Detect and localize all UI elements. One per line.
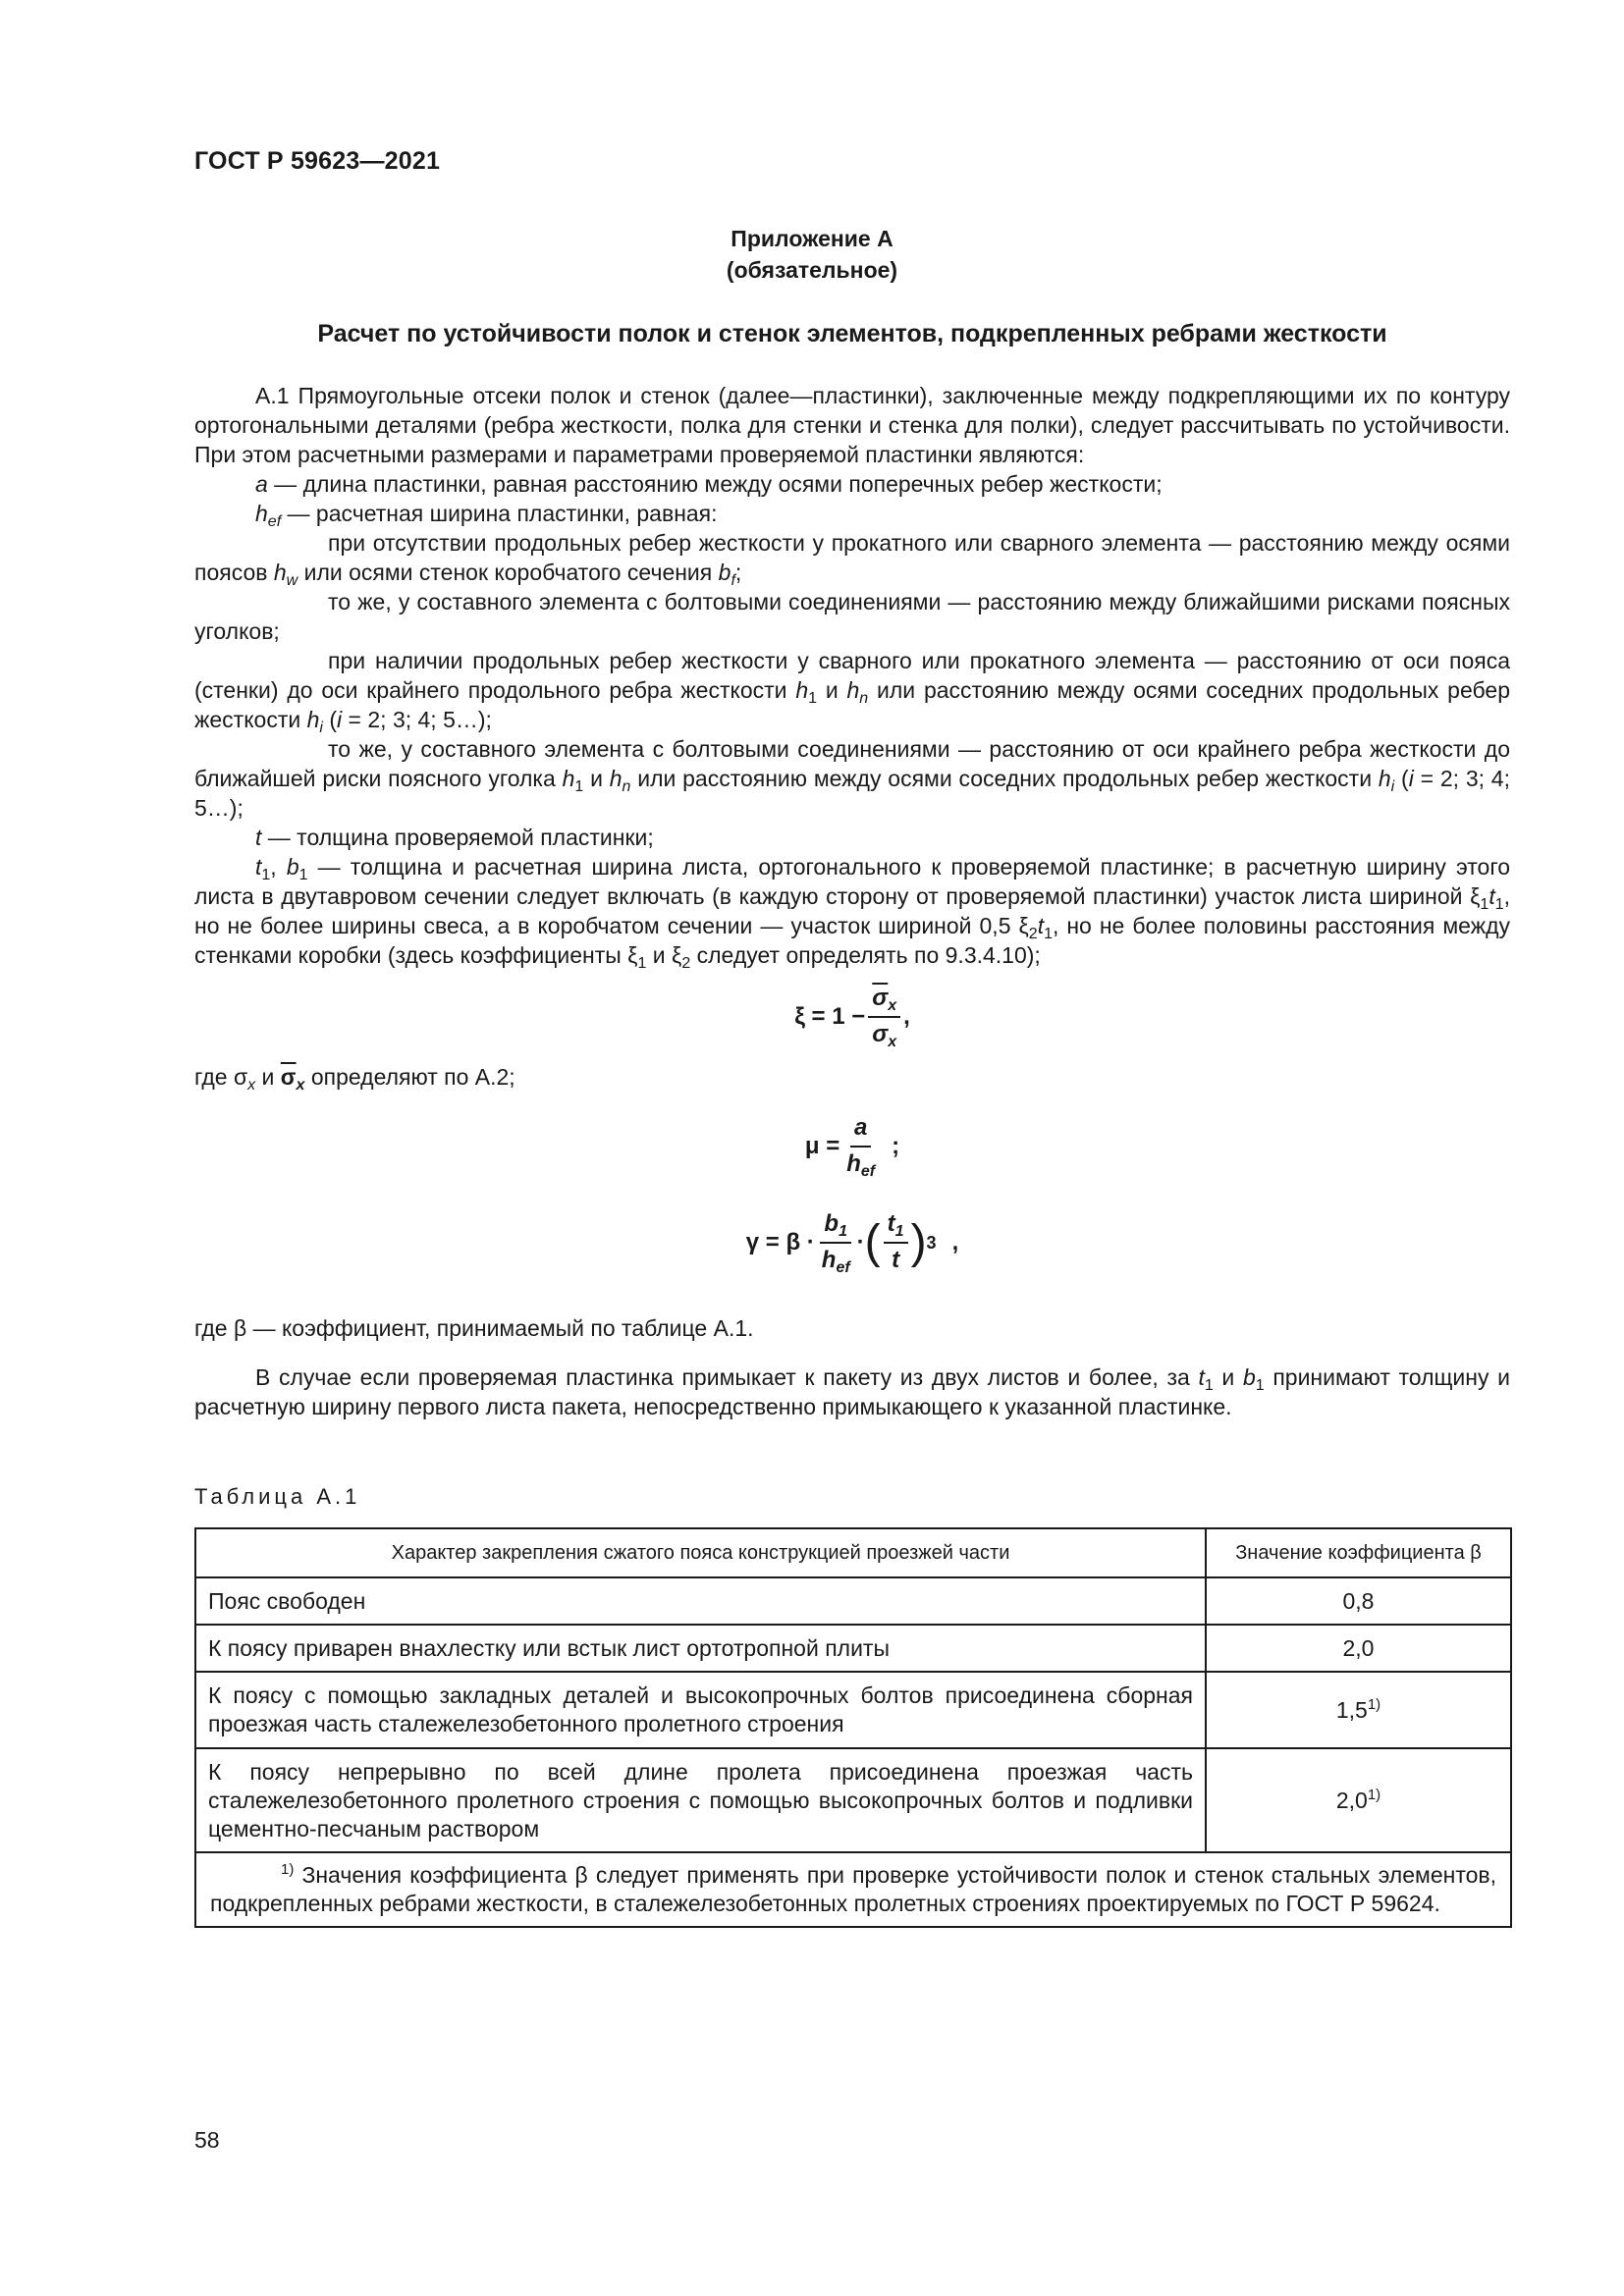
formula-tail: , (951, 1228, 959, 1255)
value: 2,0 (1342, 1634, 1375, 1661)
symbol-t: t (1489, 883, 1495, 909)
table-footnote-row (195, 1852, 1511, 1927)
symbol-h: h (795, 677, 809, 703)
subscript: 1 (298, 867, 308, 883)
fraction-denominator (818, 1244, 854, 1275)
formula-gamma: γ = β · $\frac{b_1}{h_{ef}}$ · ( $\frac{t_1}{t}$ ) 3 , (745, 1210, 959, 1276)
symbol-h: h (846, 1150, 861, 1177)
fraction (884, 1209, 908, 1275)
fraction (818, 1209, 854, 1275)
formula-lhs: μ = (804, 1132, 840, 1159)
formula-tail: , (903, 1002, 910, 1030)
value: 1,5 (1335, 1696, 1368, 1723)
left-paren: ( (864, 1215, 881, 1268)
where-sigma (194, 1062, 1510, 1092)
text: или расстоянию между осями соседних продольных ребер жесткости (194, 677, 1510, 732)
definition-text: — расчетная ширина пластинки, равная: (281, 501, 718, 526)
section-title: Расчет по устойчивости полок и стенок элементов, подкрепленных ребрами жесткости (317, 320, 1387, 347)
subscript: 1 (637, 955, 647, 972)
table-row (195, 1748, 1511, 1852)
subscript: w (286, 572, 298, 589)
where-beta: где β — коэффициент, принимаемый по таблице А.1. (194, 1315, 754, 1341)
text: и (255, 1064, 281, 1090)
subscript: 1 (261, 867, 271, 883)
symbol-t: t (887, 1210, 895, 1237)
formula-tail: ; (892, 1132, 900, 1159)
symbol-t: t (1198, 1364, 1205, 1390)
formula-mu-block (194, 1092, 1510, 1209)
symbol-xi: ξ (1470, 883, 1481, 909)
definition-a (194, 469, 1510, 499)
table-row (195, 1672, 1511, 1748)
fraction-denominator (842, 1148, 879, 1179)
text: , (270, 854, 287, 880)
symbol-xi: ξ (1018, 913, 1029, 938)
subscript: ef (836, 1259, 850, 1276)
table-cell-value (1206, 1577, 1511, 1625)
definition-text: — длина пластинки, равная расстоянию между осями поперечных ребер жесткости; (267, 471, 1163, 497)
header-col-value: Значение коэффициента β (1206, 1528, 1511, 1577)
fraction-denominator: t (892, 1247, 900, 1273)
text: ; (734, 560, 742, 585)
table-cell-desc: К поясу непрерывно по всей длине пролета присоединена проезжая часть сталежелезобетонного пролетного строения с помощью высокопрочных болтов и подливки цементно-песчаным раствором (195, 1748, 1206, 1852)
table-row (195, 1577, 1511, 1625)
text: = 2; 3; 4; 5…); (342, 707, 492, 732)
text: принимают толщину и расчетную ширину первого листа пакета, непосредственно примыкающего к указанной пластинке. (194, 1364, 1510, 1419)
text: и (583, 766, 610, 791)
subscript: 1 (574, 778, 584, 795)
text: где σ (194, 1064, 248, 1090)
formula-gamma-block (194, 1209, 1510, 1313)
table-a1 (194, 1527, 1512, 1928)
value: 0,8 (1342, 1587, 1375, 1614)
document-header: ГОСТ Р 59623—2021 (194, 147, 441, 175)
paragraph-case (194, 1362, 1510, 1421)
definition-text: — толщина проверяемой пластинки; (261, 825, 654, 850)
table-row (195, 1625, 1511, 1672)
definition-t (194, 823, 1510, 852)
symbol-b: b (1242, 1364, 1256, 1390)
subscript: 1 (1494, 896, 1504, 913)
value: 2,0 (1335, 1787, 1368, 1813)
fraction-numerator (868, 984, 900, 1018)
subscript: 1 (1255, 1377, 1265, 1394)
symbol-i: i (1408, 766, 1414, 791)
text: то же, у составного элемента с болтовыми соединениями — расстоянию от оси крайнего ребра жесткости до ближайшей риски поясного уголка (194, 736, 1510, 791)
formula-mu (194, 1113, 1510, 1179)
symbol-h: h (609, 766, 623, 791)
symbol-a: a (255, 471, 268, 497)
hef-case-4 (194, 734, 1510, 823)
subscript: n (622, 778, 631, 795)
text: следует определять по 9.3.4.10); (690, 942, 1041, 968)
text: или расстоянию между осями соседних продольных ребер жесткости (630, 766, 1379, 791)
hef-case-3 (194, 646, 1510, 734)
right-paren: ) (910, 1215, 927, 1268)
fraction-numerator (884, 1209, 908, 1244)
subscript: i (1390, 778, 1395, 795)
table-cell-desc: Пояс свободен (195, 1577, 1206, 1625)
text: = 2; 3; 4; 5…); (194, 766, 1510, 821)
sigma-bar: $\overline{\sigma}$ (280, 1064, 297, 1090)
header-col-character: Характер закрепления сжатого пояса конструкцией проезжей части (195, 1528, 1206, 1577)
symbol-h: h (821, 1247, 837, 1273)
text: ( (1394, 766, 1409, 791)
symbol-t: t (1037, 913, 1045, 938)
body-text (194, 381, 1510, 1421)
symbol-i: i (337, 707, 343, 732)
table-cell-value (1206, 1748, 1511, 1852)
subscript: x (888, 1034, 897, 1050)
symbol-b: b (718, 560, 731, 585)
table-caption: Таблица А.1 (194, 1484, 361, 1509)
text: и (1213, 1364, 1243, 1390)
subscript: x (888, 997, 897, 1014)
footnote-mark: 1) (281, 1861, 295, 1878)
table-cell-desc: К поясу с помощью закладных деталей и высокопрочных болтов присоединена сборная проезжая часть сталежелезобетонного пролетного строения (195, 1672, 1206, 1748)
text: при отсутствии продольных ребер жесткости у прокатного или сварного элемента — расстоянию между осями поясов (194, 530, 1510, 585)
subscript: n (859, 690, 869, 707)
fraction (842, 1113, 879, 1179)
text: определяют по А.2; (304, 1064, 515, 1090)
symbol-h: h (562, 766, 575, 791)
symbol-h: h (1378, 766, 1391, 791)
table-header-row (195, 1528, 1511, 1577)
sigma-bar: $\overline{\sigma}$ (872, 985, 889, 1011)
symbol-xi: ξ (672, 942, 682, 968)
subscript: 1 (1480, 896, 1489, 913)
formula-xi-block (194, 970, 1510, 1062)
table-cell-value (1206, 1625, 1511, 1672)
text: — толщина и расчетная ширина листа, ортогонального к проверяемой пластинке; в расчетную ширину этого листа в двутавровом сечении следует включать (в каждую сторону от проверяемой пластинки) участок листа шириной (194, 854, 1511, 909)
paragraph-a1: А.1 Прямоугольные отсеки полок и стенок (далее—пластинки), заключенные между подкрепляющими их по контуру ортогональными деталями (ребра жесткости, полка для стенки и стенка для полки), следует рассчитывать по устойчивости. При этом расчетными размерами и параметрами проверяемой пластинки являются: (194, 383, 1510, 467)
subscript: 2 (1028, 926, 1038, 942)
subscript: ef (267, 513, 282, 530)
symbol-h: h (846, 677, 860, 703)
formula-lhs: γ = β · (745, 1228, 815, 1255)
text: и (817, 677, 847, 703)
text: ( (322, 707, 338, 732)
subscript: 1 (808, 690, 818, 707)
multiply-dot: · (856, 1228, 865, 1255)
fraction-numerator: a (850, 1113, 871, 1148)
text: В случае если проверяемая пластинка примыкает к пакету из двух листов и более, за (255, 1364, 1199, 1390)
table-cell-value (1206, 1672, 1511, 1748)
subscript: i (319, 720, 323, 736)
page-number: 58 (194, 2127, 220, 2153)
definition-hef (194, 499, 1510, 528)
appendix-title: Приложение А (731, 226, 893, 251)
symbol-h: h (306, 707, 320, 732)
symbol-t: t (255, 854, 262, 880)
formula-lhs: ξ = 1 − (794, 1002, 866, 1030)
subscript: 1 (1044, 926, 1053, 942)
footnote-mark: 1) (1367, 1786, 1381, 1803)
table-cell-desc: К поясу приварен внахлестку или встык лист ортотропной плиты (195, 1625, 1206, 1672)
symbol-t: t (255, 825, 262, 850)
fraction-denominator (868, 1018, 900, 1049)
symbol-h: h (255, 501, 268, 526)
definition-t1-b1 (194, 852, 1510, 970)
subscript: 1 (1204, 1377, 1214, 1394)
text: , но не более половины расстояния между стенками коробки (здесь коэффициенты (194, 913, 1510, 968)
symbol-h: h (273, 560, 287, 585)
hef-case-2: то же, у составного элемента с болтовыми соединениями — расстоянию между ближайшими рисками поясных уголков; (194, 589, 1510, 644)
subscript: 2 (681, 955, 691, 972)
text: , но не более ширины свеса, а в коробчатом сечении — участок шириной 0,5 (194, 883, 1510, 938)
subscript: ef (860, 1163, 876, 1180)
subscript: x (296, 1077, 305, 1094)
footnote-mark: 1) (1367, 1695, 1381, 1713)
sigma: σ (872, 1021, 889, 1047)
appendix-status: (обязательное) (726, 257, 898, 283)
hef-case-1 (194, 528, 1510, 587)
footnote-text: Значения коэффициента β следует применять при проверке устойчивости полок и стенок стальных элементов, подкрепленных ребрами жесткости, в сталежелезобетонных пролетных строениях проектируемых по ГОСТ Р 59624. (210, 1862, 1496, 1916)
fraction (868, 984, 900, 1049)
symbol-b: b (824, 1210, 839, 1237)
fraction-numerator (820, 1209, 851, 1244)
text: и (646, 942, 673, 968)
subscript: 1 (839, 1223, 847, 1240)
subscript: 1 (894, 1223, 904, 1240)
symbol-b: b (286, 854, 299, 880)
text: или осями стенок коробчатого сечения (298, 560, 719, 585)
symbol-xi: ξ (627, 942, 638, 968)
table-footnote (195, 1852, 1511, 1927)
subscript: f (731, 572, 735, 589)
text: при наличии продольных ребер жесткости у сварного или прокатного элемента — расстоянию от оси пояса (стенки) до оси крайнего продольного ребра жесткости (194, 648, 1510, 703)
subscript: x (247, 1077, 256, 1094)
formula-xi (194, 984, 1510, 1049)
